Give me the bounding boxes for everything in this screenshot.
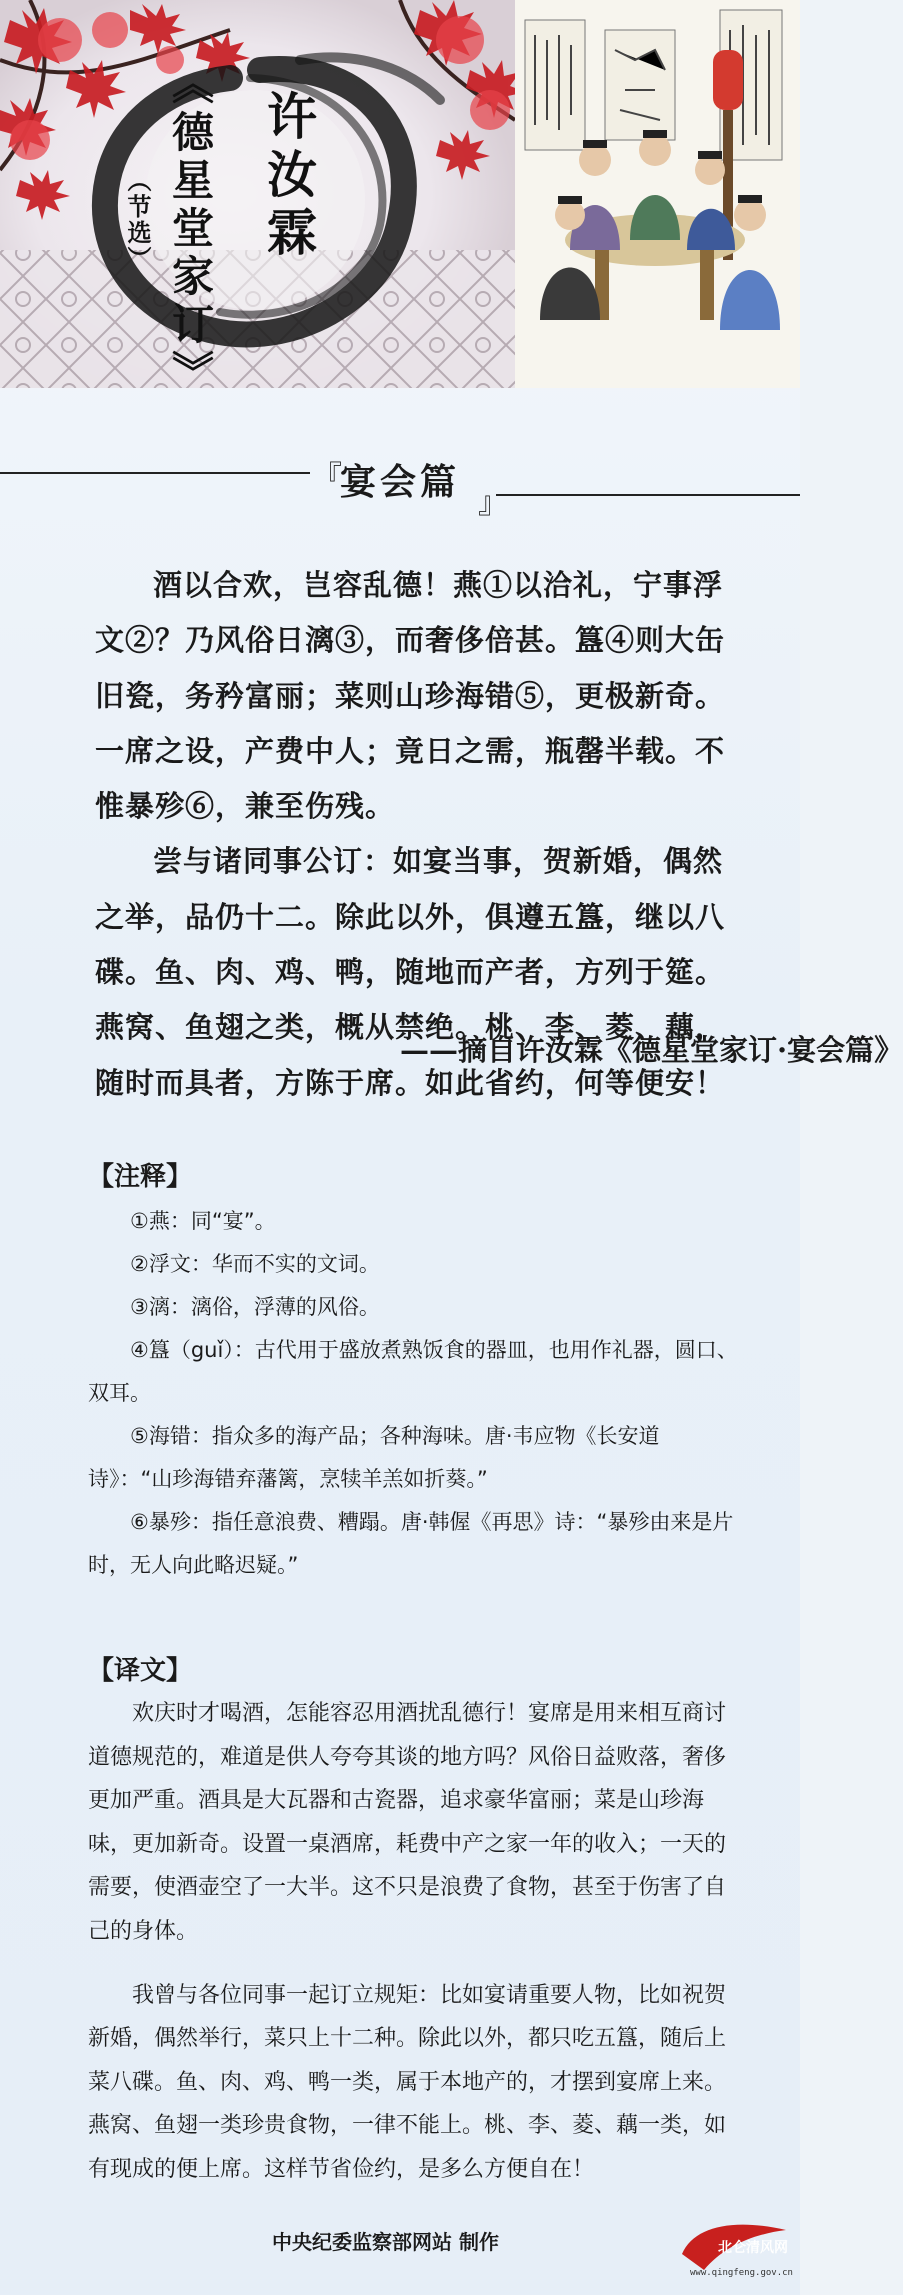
note-item: ⑥暴殄：指任意浪费、糟蹋。唐·韩偓《再思》诗：“暴殄由来是片时，无人向此略迟疑。” <box>88 1510 734 1577</box>
footer-credit: 中央纪委监察部网站 制作 <box>272 2230 499 2254</box>
note-item: ②浮文：华而不实的文词。 <box>130 1252 380 1276</box>
translation-text <box>88 1692 740 2192</box>
original-paragraph: 酒以合欢，岂容乱德！燕①以洽礼，宁事浮文②？乃风俗日漓③，而奢侈倍甚。簋④则大缶旧瓷，务矜富丽；菜则山珍海错⑤，更极新奇。一席之设，产费中人；竟日之需，瓶罄半载。不惟暴殄⑥，兼至伤残。 <box>95 568 726 824</box>
source-citation: ——摘自许汝霖《德星堂家订·宴会篇》 <box>400 1033 903 1067</box>
banquet-painting-image <box>515 0 800 388</box>
note-item: ③漓：漓俗，浮薄的风俗。 <box>130 1295 380 1319</box>
translation-paragraph: 我曾与各位同事一起订立规矩：比如宴请重要人物，比如祝贺新婚，偶然举行，菜只上十二种。除此以外，都只吃五簋，随后上菜八碟。鱼、肉、鸡、鸭一类，属于本地产的，才摆到宴席上来。燕窝、鱼翅一类珍贵食物，一律不能上。桃、李、菱、藕一类，如有现成的便上席。这样节省俭约，是多么方便自在！ <box>88 1982 727 2182</box>
translation-paragraph: 欢庆时才喝酒，怎能容忍用酒扰乱德行！宴席是用来相互商讨道德规范的，难道是供人夸夸其谈的地方吗？风俗日益败落，奢侈更加严重。酒具是大瓦器和古瓷器，追求豪华富丽；菜是山珍海味，更加新奇。设置一桌酒席，耗费中产之家一年的收入；一天的需要，使酒壶空了一大半。这不只是浪费了食物，甚至于伤害了自己的身体。 <box>88 1701 727 1944</box>
banner-author: 许汝霖 <box>259 90 317 264</box>
section-bracket-right: 』 <box>478 486 508 521</box>
banner-subtitle: （节选） <box>123 168 151 272</box>
section-rule-right <box>496 494 800 496</box>
logo-url: www.qingfeng.gov.cn <box>690 2268 793 2278</box>
note-item: ①燕：同“宴”。 <box>130 1209 276 1233</box>
notes-heading: 【注释】 <box>88 1162 193 1192</box>
section-rule-left <box>0 472 310 474</box>
section-title: 宴会篇 <box>340 462 461 503</box>
notes-list <box>88 1200 738 1587</box>
original-paragraph: 尝与诸同事公订：如宴当事，贺新婚，偶然之举，品仍十二。除此以外，俱遵五簋，继以八碟。鱼、肉、鸡、鸭，随地而产者，方列于筵。燕窝、鱼翅之类，概从禁绝。桃、李、菱、藕，随时而具者，方陈于席。如此省约，何等便安！ <box>95 844 726 1100</box>
logo-text: 北仑清风网 <box>718 2240 788 2256</box>
header-banner <box>0 0 800 398</box>
section-bracket-left: 『 <box>312 460 342 495</box>
note-item: ⑤海错：指众多的海产品；各种海味。唐·韦应物《长安道诗》：“山珍海错弃藩篱，烹犊羊羔如折葵。” <box>88 1424 660 1491</box>
banner-book-title: 《德星堂家订》 <box>166 62 215 398</box>
note-item: ④簋（guǐ）：古代用于盛放煮熟饭食的器皿，也用作礼器，圆口、双耳。 <box>88 1338 738 1405</box>
translation-heading: 【译文】 <box>88 1656 193 1686</box>
